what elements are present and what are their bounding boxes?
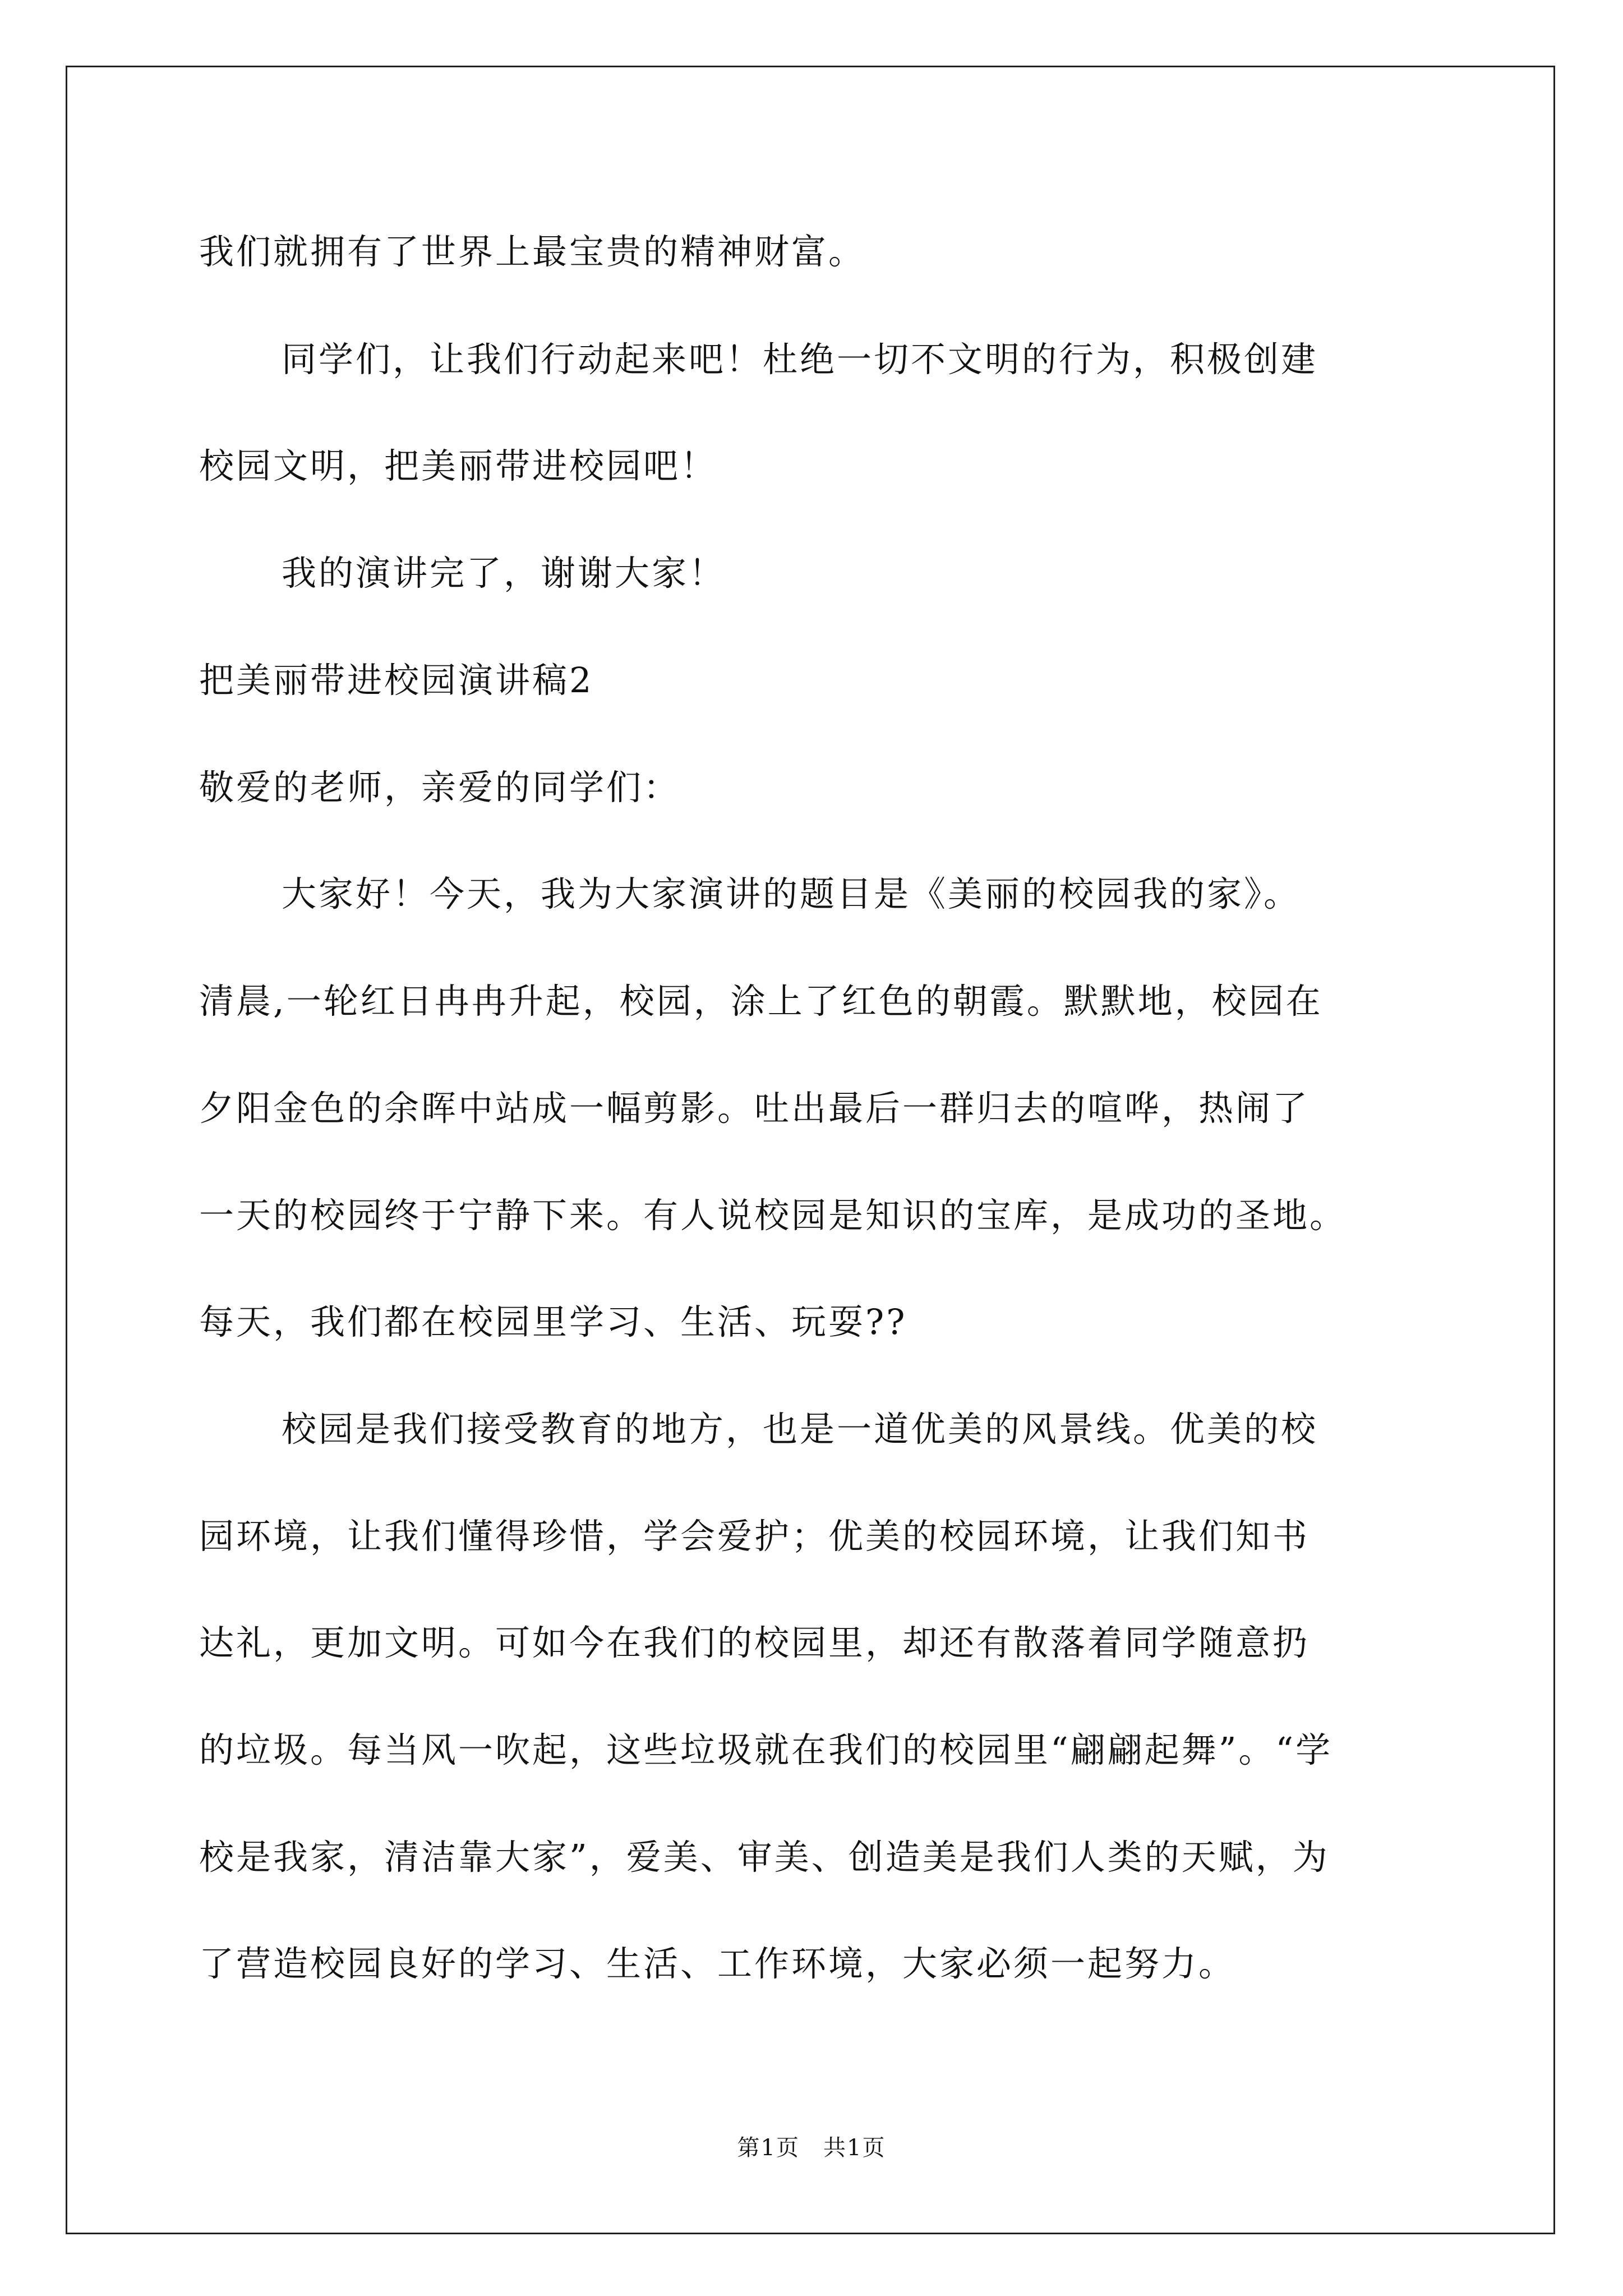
text-line: 的垃圾。每当风一吹起，这些垃圾就在我们的校园里“翩翩起舞”。“学: [199, 1729, 1333, 1770]
text-line: 园环境，让我们懂得珍惜，学会爱护；优美的校园环境，让我们知书: [199, 1516, 1310, 1557]
text-line: 我的演讲完了，谢谢大家！: [282, 553, 726, 593]
text-line: 大家好！今天，我为大家演讲的题目是《美丽的校园我的家》。: [282, 873, 1301, 914]
text-line: 夕阳金色的余晖中站成一幅剪影。吐出最后一群归去的喧哗，热闹了: [199, 1088, 1310, 1129]
page-border: [66, 66, 1555, 2234]
text-line: 校是我家，清洁靠大家”，爱美、审美、创造美是我们人类的天赋，为: [199, 1837, 1330, 1878]
page-footer: 第1页 共1页: [737, 2135, 886, 2161]
salutation: 敬爱的老师，亲爱的同学们：: [199, 767, 681, 808]
text-line: 清晨,一轮红日冉冉升起，校园，涂上了红色的朝霞。默默地，校园在: [199, 981, 1323, 1022]
text-line: 我们就拥有了世界上最宝贵的精神财富。: [199, 231, 866, 272]
text-line: 校园文明，把美丽带进校园吧！: [199, 445, 718, 486]
text-line: 同学们，让我们行动起来吧！杜绝一切不文明的行为，积极创建: [282, 339, 1318, 380]
text-line: 每天，我们都在校园里学习、生活、玩耍??: [199, 1301, 907, 1342]
text-line: 一天的校园终于宁静下来。有人说校园是知识的宝库，是成功的圣地。: [199, 1195, 1347, 1236]
text-line: 校园是我们接受教育的地方，也是一道优美的风景线。优美的校: [282, 1409, 1318, 1450]
text-line: 达礼，更加文明。可如今在我们的校园里，却还有散落着同学随意扔: [199, 1622, 1310, 1663]
section-title: 把美丽带进校园演讲稿2: [199, 660, 594, 701]
text-line: 了营造校园良好的学习、生活、工作环境，大家必须一起努力。: [199, 1943, 1236, 1984]
